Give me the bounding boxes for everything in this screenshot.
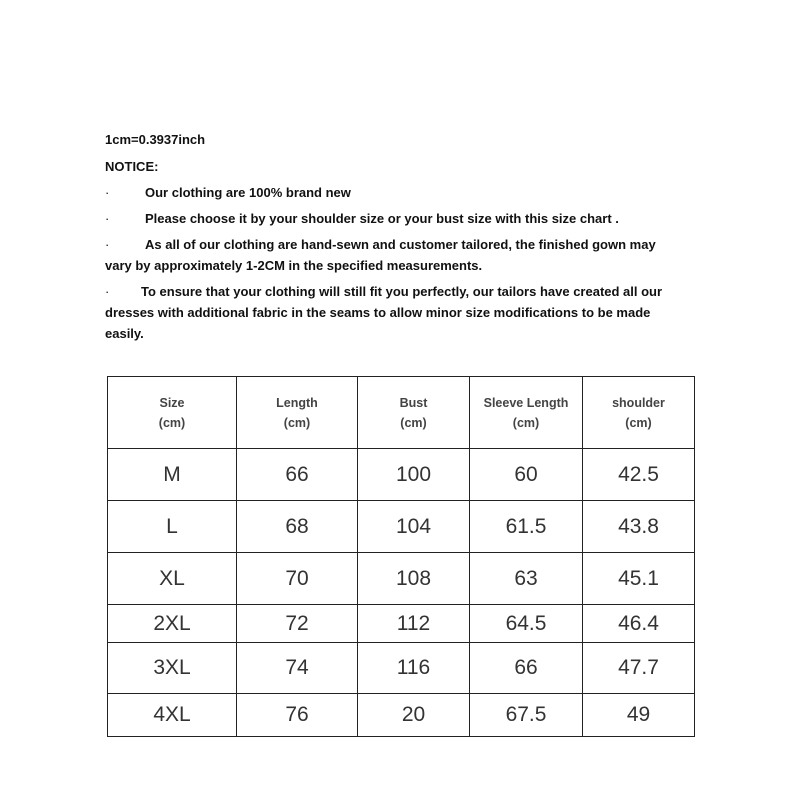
table-cell: 45.1 <box>583 553 695 605</box>
notice-item <box>105 281 685 344</box>
notice-text: As all of our clothing are hand-sewn and customer tailored, the finished gown may vary by approximately 1-2CM in the specified measurements. <box>105 237 656 273</box>
table-cell: 43.8 <box>583 501 695 553</box>
table-cell: XL <box>108 553 237 605</box>
table-cell: 112 <box>358 605 470 643</box>
bullet-dot: · <box>105 284 110 299</box>
table-cell: 68 <box>237 501 358 553</box>
table-cell: 66 <box>470 643 583 694</box>
header-shoulder: shoulder (cm) <box>583 377 695 449</box>
notice-item <box>105 234 685 276</box>
notice-item <box>105 208 685 230</box>
table-cell: 63 <box>470 553 583 605</box>
notice-text: Our clothing are 100% brand new <box>145 185 351 200</box>
table-cell: 61.5 <box>470 501 583 553</box>
bullet-dot: · <box>105 211 110 226</box>
header-bust: Bust (cm) <box>358 377 470 449</box>
table-cell: 60 <box>470 449 583 501</box>
table-cell: M <box>108 449 237 501</box>
table-cell: 3XL <box>108 643 237 694</box>
unit-conversion: 1cm=0.3937inch <box>105 132 206 147</box>
table-cell: 20 <box>358 694 470 737</box>
notice-title: NOTICE: <box>105 159 159 174</box>
table-cell: 4XL <box>108 694 237 737</box>
table-cell: 76 <box>237 694 358 737</box>
table-cell: 104 <box>358 501 470 553</box>
table-row <box>108 501 695 553</box>
table-cell: 116 <box>358 643 470 694</box>
table-cell: 66 <box>237 449 358 501</box>
notice-text: To ensure that your clothing will still fit you perfectly, our tailors have created all our dresses with additional fabric in the seams to allow minor size modifications to be made easily. <box>105 284 663 341</box>
table-cell: 74 <box>237 643 358 694</box>
table-row <box>108 694 695 737</box>
notice-text: Please choose it by your shoulder size or your bust size with this size chart . <box>145 211 619 226</box>
table-cell: 70 <box>237 553 358 605</box>
header-length: Length (cm) <box>237 377 358 449</box>
table-cell: 100 <box>358 449 470 501</box>
table-cell: 72 <box>237 605 358 643</box>
table-row <box>108 553 695 605</box>
table-cell: 2XL <box>108 605 237 643</box>
table-row <box>108 605 695 643</box>
header-size: Size (cm) <box>108 377 237 449</box>
table-cell: 64.5 <box>470 605 583 643</box>
table-cell: 47.7 <box>583 643 695 694</box>
table-row <box>108 449 695 501</box>
table-cell: 108 <box>358 553 470 605</box>
bullet-dot: · <box>105 185 110 200</box>
notice-item <box>105 182 685 204</box>
table-cell: 42.5 <box>583 449 695 501</box>
table-cell: 46.4 <box>583 605 695 643</box>
table-cell: L <box>108 501 237 553</box>
table-header-row <box>108 377 695 449</box>
header-sleeve-length: Sleeve Length (cm) <box>470 377 583 449</box>
size-chart-table <box>107 376 695 737</box>
table-cell: 67.5 <box>470 694 583 737</box>
table-row <box>108 643 695 694</box>
notice-section <box>105 129 685 344</box>
bullet-dot: · <box>105 237 110 252</box>
table-cell: 49 <box>583 694 695 737</box>
